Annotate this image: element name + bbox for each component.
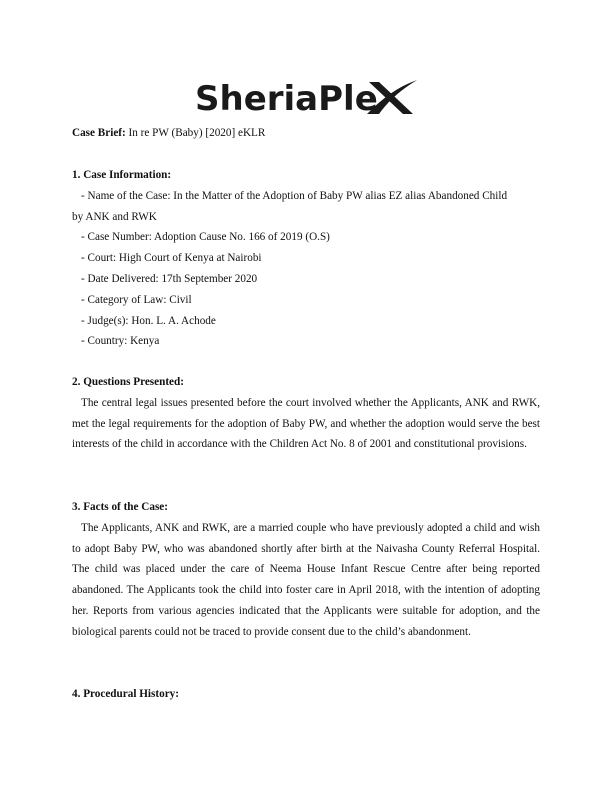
case-brief-line	[72, 123, 540, 144]
questions-presented-section	[72, 372, 540, 455]
logo-graphic	[191, 70, 421, 120]
procedural-history-heading: 4. Procedural History:	[72, 688, 179, 700]
procedural-history-section	[72, 684, 540, 705]
facts-text: The Applicants, ANK and RWK, are a married couple who have previously adopted a child and wish to adopt Baby PW, who was abandoned shortly after birth at the Naivasha County Referral Hospital. The child was placed under the care of Neema House Infant Rescue Centre after being reported abandoned. The Applicants took the child into foster care in April 2018, with the intention of adopting her. Reports from various agencies indicated that the Applicants were suitable for adoption, and the biological parents could not be traced to provide consent due to the child’s abandonment.	[72, 521, 540, 638]
questions-presented-heading: 2. Questions Presented:	[72, 376, 184, 388]
case-information-heading: 1. Case Information:	[72, 169, 172, 181]
case-name-line-2: by ANK and RWK	[72, 210, 157, 223]
case-name-line-1: - Name of the Case: In the Matter of the Adoption of Baby PW alias EZ alias Abandoned Child	[81, 189, 508, 202]
facts-heading: 3. Facts of the Case:	[72, 501, 169, 513]
case-brief-label: Case Brief:	[72, 127, 126, 139]
date-delivered-item: - Date Delivered: 17th September 2020	[81, 272, 258, 285]
case-brief-title: In re PW (Baby) [2020] eKLR	[128, 127, 266, 139]
facts-section	[72, 497, 540, 643]
sheriaplex-logo	[0, 70, 612, 120]
questions-presented-text: The central legal issues presented before the court involved whether the Applicants, ANK and RWK, met the legal requirements for the adoption of Baby PW, and whether the adoption would serve the best interests of the child in accordance with the Children Act No. 8 of 2001 and constitutional provisions.	[72, 396, 540, 451]
category-of-law-item: - Category of Law: Civil	[81, 293, 192, 306]
court-item: - Court: High Court of Kenya at Nairobi	[81, 252, 262, 265]
case-information-section	[72, 165, 540, 352]
case-number-item: - Case Number: Adoption Cause No. 166 of 2019 (O.S)	[81, 231, 330, 244]
country-item: - Country: Kenya	[81, 335, 160, 348]
logo-wordmark: SheriaPle	[195, 79, 378, 119]
judges-item: - Judge(s): Hon. L. A. Achode	[81, 314, 216, 327]
